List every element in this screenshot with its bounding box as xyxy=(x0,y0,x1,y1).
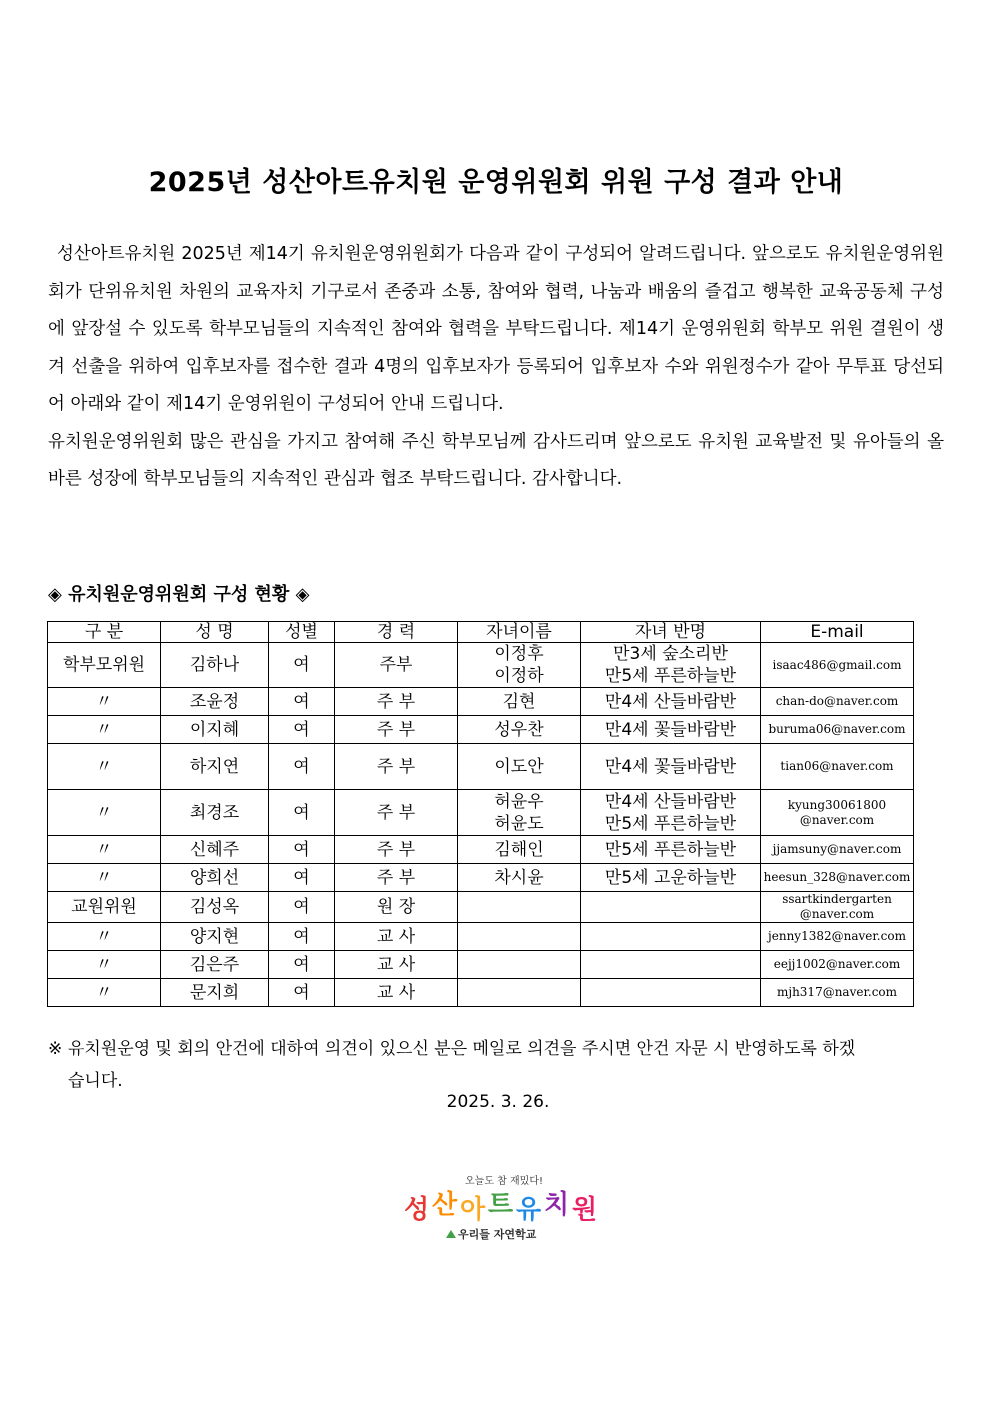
table-row xyxy=(48,836,914,864)
document-date: 2025. 3. 26. xyxy=(446,1092,550,1112)
email-line: ssartkindergarten xyxy=(782,892,892,906)
category-cell xyxy=(48,716,161,744)
logo-letter: 치 xyxy=(544,1190,570,1220)
note-line-2: 습니다. xyxy=(68,1071,123,1091)
child-name-cell xyxy=(458,923,581,951)
child-name-line: 허윤도 xyxy=(494,813,544,834)
child-class-cell xyxy=(581,716,761,744)
email-line: kyung30061800 xyxy=(787,797,887,812)
intro-paragraph-1: 성산아트유치원 2025년 제14기 유치원운영위원회가 다음과 같이 구성되어 알려드립니다. 앞으로도 유치원운영위원회가 단위유치원 차원의 교육자치 기구로서 존중과 소통, 참여와 협력, 나눔과 배움의 즐겁고 행복한 교육공동체 구성에 앞장설 수 있도록 학부모님들의 지속적인 참여와 협력을 부탁드립니다. 제14기 운영위원회 학부모 위원 결원이 생겨 선출을 위하여 입후보자를 접수한 결과 4명의 입후보자가 등록되어 입후보자 수와 위원정수가 같아 무투표 당선되어 아래와 같이 제14기 운영위원이 구성되어 안내 드립니다. xyxy=(48,244,944,414)
gender-cell xyxy=(269,688,335,716)
logo-subtitle: 우리들 자연학교 xyxy=(458,1228,537,1241)
career-cell xyxy=(335,923,458,951)
email-line: jjamsuny@naver.com xyxy=(772,842,902,856)
child-class-cell xyxy=(581,864,761,892)
email-line: heesun_328@naver.com xyxy=(763,870,911,884)
child-class-line: 만5세 고운하늘반 xyxy=(604,867,737,888)
child-class-cell xyxy=(581,923,761,951)
child-name-cell xyxy=(458,951,581,979)
section-heading: ◈ 유치원운영위원회 구성 현황 ◈ xyxy=(48,584,310,605)
email-line: eejj1002@naver.com xyxy=(773,957,901,971)
child-class-cell xyxy=(581,892,761,923)
table-row xyxy=(48,951,914,979)
name-cell xyxy=(161,790,269,836)
email-line: jenny1382@naver.com xyxy=(768,929,906,943)
child-name-cell xyxy=(458,864,581,892)
gender-line: 여 xyxy=(293,897,310,917)
gender-cell xyxy=(269,716,335,744)
child-class-cell xyxy=(581,744,761,790)
name-line: 양지현 xyxy=(189,926,240,947)
career-line: 교 사 xyxy=(376,954,416,975)
category-line: 〃 xyxy=(95,839,113,860)
career-line: 주 부 xyxy=(376,756,416,777)
category-line: 〃 xyxy=(95,691,113,712)
note-mark: ※ xyxy=(48,1039,63,1059)
table-row xyxy=(48,979,914,1007)
gender-cell xyxy=(269,892,335,923)
career-line: 주부 xyxy=(379,655,413,675)
career-cell xyxy=(335,836,458,864)
child-name-line: 김현 xyxy=(502,691,536,712)
career-cell xyxy=(335,892,458,923)
name-line: 이지혜 xyxy=(189,719,240,740)
child-class-line: 만5세 푸른하늘반 xyxy=(604,839,737,860)
email-line: buruma06@naver.com xyxy=(768,722,906,736)
career-cell xyxy=(335,979,458,1007)
table-row xyxy=(48,643,914,688)
child-name-cell xyxy=(458,643,581,688)
career-line: 주 부 xyxy=(376,802,416,823)
logo-letter: 아 xyxy=(460,1195,486,1225)
category-cell xyxy=(48,864,161,892)
name-line: 조윤정 xyxy=(189,691,240,712)
category-cell xyxy=(48,744,161,790)
category-cell xyxy=(48,643,161,688)
category-cell xyxy=(48,892,161,923)
career-line: 주 부 xyxy=(376,719,416,740)
career-cell xyxy=(335,643,458,688)
category-line: 〃 xyxy=(95,982,113,1003)
gender-line: 여 xyxy=(293,867,310,888)
email-line: @naver.com xyxy=(799,907,875,921)
table-row xyxy=(48,892,914,923)
table-row xyxy=(48,744,914,790)
header-career: 경 력 xyxy=(335,622,458,643)
gender-cell xyxy=(269,923,335,951)
logo-name xyxy=(404,1189,597,1225)
child-name-cell xyxy=(458,688,581,716)
category-line: 학부모위원 xyxy=(62,655,146,675)
career-line: 주 부 xyxy=(376,691,416,712)
category-cell xyxy=(48,836,161,864)
name-cell xyxy=(161,716,269,744)
header-name: 성 명 xyxy=(161,622,269,643)
note xyxy=(48,1033,944,1097)
email-line: @naver.com xyxy=(799,812,875,827)
email-line: mjh317@naver.com xyxy=(776,985,898,999)
gender-line: 여 xyxy=(293,802,310,823)
intro-paragraph-2: 유치원운영위원회 많은 관심을 가지고 참여해 주신 학부모님께 감사드리며 앞으로도 유치원 교육발전 및 유아들의 올바른 성장에 학부모님들의 지속적인 관심과 협조 부탁드립니다. 감사합니다. xyxy=(48,431,944,489)
child-name-cell xyxy=(458,790,581,836)
table-row xyxy=(48,716,914,744)
email-cell xyxy=(761,688,914,716)
gender-line: 여 xyxy=(293,691,310,712)
career-cell xyxy=(335,790,458,836)
header-gender: 성별 xyxy=(269,622,335,643)
gender-cell xyxy=(269,951,335,979)
child-name-cell xyxy=(458,716,581,744)
category-cell xyxy=(48,951,161,979)
category-cell xyxy=(48,923,161,951)
child-class-line: 만4세 꽃들바람반 xyxy=(604,756,737,777)
name-line: 김은주 xyxy=(189,954,240,975)
email-cell xyxy=(761,951,914,979)
child-class-cell xyxy=(581,790,761,836)
table-row xyxy=(48,688,914,716)
child-class-cell xyxy=(581,836,761,864)
header-category: 구 분 xyxy=(48,622,161,643)
logo-letter: 원 xyxy=(572,1195,598,1225)
email-cell xyxy=(761,836,914,864)
career-cell xyxy=(335,951,458,979)
category-line: 교원위원 xyxy=(71,897,137,917)
email-line: isaac486@gmail.com xyxy=(772,657,902,672)
category-cell xyxy=(48,790,161,836)
table-header-row xyxy=(48,622,914,643)
child-class-line: 만4세 산들바람반 xyxy=(604,691,737,712)
logo-letter: 산 xyxy=(432,1190,458,1220)
gender-line: 여 xyxy=(293,839,310,860)
child-name-line: 차시윤 xyxy=(494,867,544,888)
name-cell xyxy=(161,923,269,951)
child-name-line: 허윤우 xyxy=(494,791,544,812)
committee-table xyxy=(47,621,914,1007)
logo-tagline: 오늘도 참 재밌다! xyxy=(465,1176,543,1187)
gender-cell xyxy=(269,744,335,790)
header-child-class: 자녀 반명 xyxy=(581,622,761,643)
name-line: 문지희 xyxy=(189,982,240,1003)
child-class-line: 만3세 숲소리반 xyxy=(613,644,728,664)
table-row xyxy=(48,790,914,836)
logo-letter: 유 xyxy=(516,1195,542,1225)
header-email: E-mail xyxy=(761,622,914,643)
child-name-line: 김해인 xyxy=(494,839,544,860)
child-class-line: 만5세 푸른하늘반 xyxy=(604,813,737,834)
table-row xyxy=(48,864,914,892)
email-cell xyxy=(761,643,914,688)
logo-letter: 성 xyxy=(404,1195,430,1225)
category-line: 〃 xyxy=(95,954,113,975)
category-line: 〃 xyxy=(95,802,113,823)
category-line: 〃 xyxy=(95,867,113,888)
child-name-cell xyxy=(458,892,581,923)
career-line: 원 장 xyxy=(376,897,416,917)
child-class-line: 만4세 꽃들바람반 xyxy=(604,719,737,740)
gender-line: 여 xyxy=(293,982,310,1003)
email-cell xyxy=(761,892,914,923)
gender-line: 여 xyxy=(293,926,310,947)
category-line: 〃 xyxy=(95,926,113,947)
logo-letter: 트 xyxy=(488,1190,514,1220)
name-cell xyxy=(161,688,269,716)
name-cell xyxy=(161,951,269,979)
category-cell xyxy=(48,979,161,1007)
gender-cell xyxy=(269,790,335,836)
child-name-cell xyxy=(458,744,581,790)
header-child-name: 자녀이름 xyxy=(458,622,581,643)
email-cell xyxy=(761,716,914,744)
mountain-icon xyxy=(446,1230,456,1238)
career-line: 주 부 xyxy=(376,839,416,860)
email-cell xyxy=(761,744,914,790)
gender-cell xyxy=(269,643,335,688)
email-cell xyxy=(761,864,914,892)
name-cell xyxy=(161,892,269,923)
career-cell xyxy=(335,744,458,790)
gender-line: 여 xyxy=(293,954,310,975)
child-class-line: 만5세 푸른하늘반 xyxy=(604,666,737,686)
name-line: 하지연 xyxy=(189,756,240,777)
gender-line: 여 xyxy=(293,719,310,740)
name-line: 김하나 xyxy=(189,655,240,675)
category-cell xyxy=(48,688,161,716)
gender-line: 여 xyxy=(293,655,310,675)
child-name-cell xyxy=(458,979,581,1007)
email-cell xyxy=(761,979,914,1007)
gender-cell xyxy=(269,864,335,892)
child-name-line: 이정하 xyxy=(494,666,544,686)
child-class-cell xyxy=(581,979,761,1007)
email-line: tian06@naver.com xyxy=(780,759,894,773)
child-class-cell xyxy=(581,643,761,688)
email-cell xyxy=(761,923,914,951)
name-line: 김성옥 xyxy=(189,897,240,917)
career-cell xyxy=(335,864,458,892)
name-cell xyxy=(161,979,269,1007)
child-name-line: 이도안 xyxy=(494,756,544,777)
category-line: 〃 xyxy=(95,719,113,740)
note-line-1: 유치원운영 및 회의 안건에 대하여 의견이 있으신 분은 메일로 의견을 주시면 안건 자문 시 반영하도록 하겠 xyxy=(68,1039,856,1059)
career-cell xyxy=(335,716,458,744)
child-class-cell xyxy=(581,951,761,979)
kindergarten-logo xyxy=(396,1166,606,1246)
name-cell xyxy=(161,836,269,864)
gender-cell xyxy=(269,836,335,864)
name-cell xyxy=(161,864,269,892)
career-cell xyxy=(335,688,458,716)
child-name-cell xyxy=(458,836,581,864)
name-line: 최경조 xyxy=(189,802,240,823)
career-line: 교 사 xyxy=(376,926,416,947)
table-row xyxy=(48,923,914,951)
email-line: chan-do@naver.com xyxy=(775,694,899,708)
gender-cell xyxy=(269,979,335,1007)
child-name-line: 이정후 xyxy=(494,644,544,664)
career-line: 교 사 xyxy=(376,982,416,1003)
category-line: 〃 xyxy=(95,756,113,777)
name-line: 신혜주 xyxy=(189,839,240,860)
name-cell xyxy=(161,744,269,790)
intro-text xyxy=(48,236,944,499)
document-title: 2025년 성산아트유치원 운영위원회 위원 구성 결과 안내 xyxy=(148,167,844,198)
email-cell xyxy=(761,790,914,836)
name-line: 양희선 xyxy=(189,867,240,888)
child-name-line: 성우찬 xyxy=(494,719,544,740)
gender-line: 여 xyxy=(293,756,310,777)
career-line: 주 부 xyxy=(376,867,416,888)
name-cell xyxy=(161,643,269,688)
child-class-cell xyxy=(581,688,761,716)
child-class-line: 만4세 산들바람반 xyxy=(604,791,737,812)
